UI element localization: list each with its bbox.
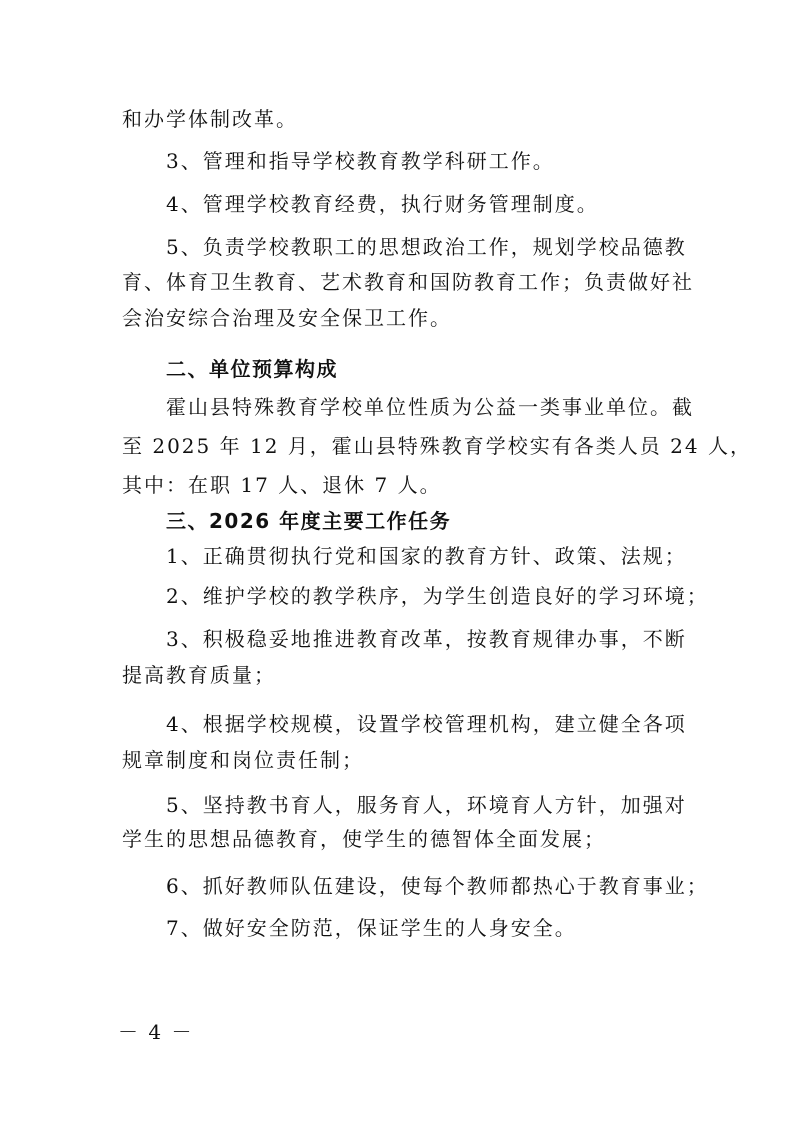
body-text-line: 育、体育卫生教育、艺术教育和国防教育工作；负责做好社 bbox=[122, 270, 694, 294]
body-text-line: 规章制度和岗位责任制； bbox=[122, 748, 364, 772]
body-text-line: 5、坚持教书育人，服务育人，环境育人方针，加强对 bbox=[166, 793, 687, 817]
body-text-line: 至 2025 年 12 月，霍山县特殊教育学校实有各类人员 24 人， bbox=[122, 434, 752, 458]
body-text-line: 7、做好安全防范，保证学生的人身安全。 bbox=[166, 916, 577, 940]
body-text-line: 会治安综合治理及安全保卫工作。 bbox=[122, 306, 452, 330]
body-text-line: 1、正确贯彻执行党和国家的教育方针、政策、法规； bbox=[166, 544, 687, 568]
body-text-line: 3、管理和指导学校教育教学科研工作。 bbox=[166, 149, 555, 173]
body-text-line: 4、管理学校教育经费，执行财务管理制度。 bbox=[166, 192, 599, 216]
body-text-line: 3、积极稳妥地推进教育改革，按教育规律办事，不断 bbox=[166, 627, 687, 651]
body-text-line: 4、根据学校规模，设置学校管理机构，建立健全各项 bbox=[166, 712, 687, 736]
body-text-line: 霍山县特殊教育学校单位性质为公益一类事业单位。截 bbox=[166, 395, 694, 419]
section-heading: 二、单位预算构成 bbox=[166, 357, 338, 381]
body-text-line: 其中：在职 17 人、退休 7 人。 bbox=[122, 473, 442, 497]
body-text-line: 学生的思想品德教育，使学生的德智体全面发展； bbox=[122, 827, 606, 851]
body-text-line: 提高教育质量； bbox=[122, 663, 276, 687]
body-text-line: 2、维护学校的教学秩序，为学生创造良好的学习环境； bbox=[166, 584, 709, 608]
body-text-line: 和办学体制改革。 bbox=[122, 107, 298, 131]
body-text-line: 6、抓好教师队伍建设，使每个教师都热心于教育事业； bbox=[166, 874, 709, 898]
section-heading: 三、2026 年度主要工作任务 bbox=[166, 509, 452, 533]
page-number: － 4 － bbox=[118, 1020, 194, 1044]
body-text-line: 5、负责学校教职工的思想政治工作，规划学校品德教 bbox=[166, 235, 687, 259]
